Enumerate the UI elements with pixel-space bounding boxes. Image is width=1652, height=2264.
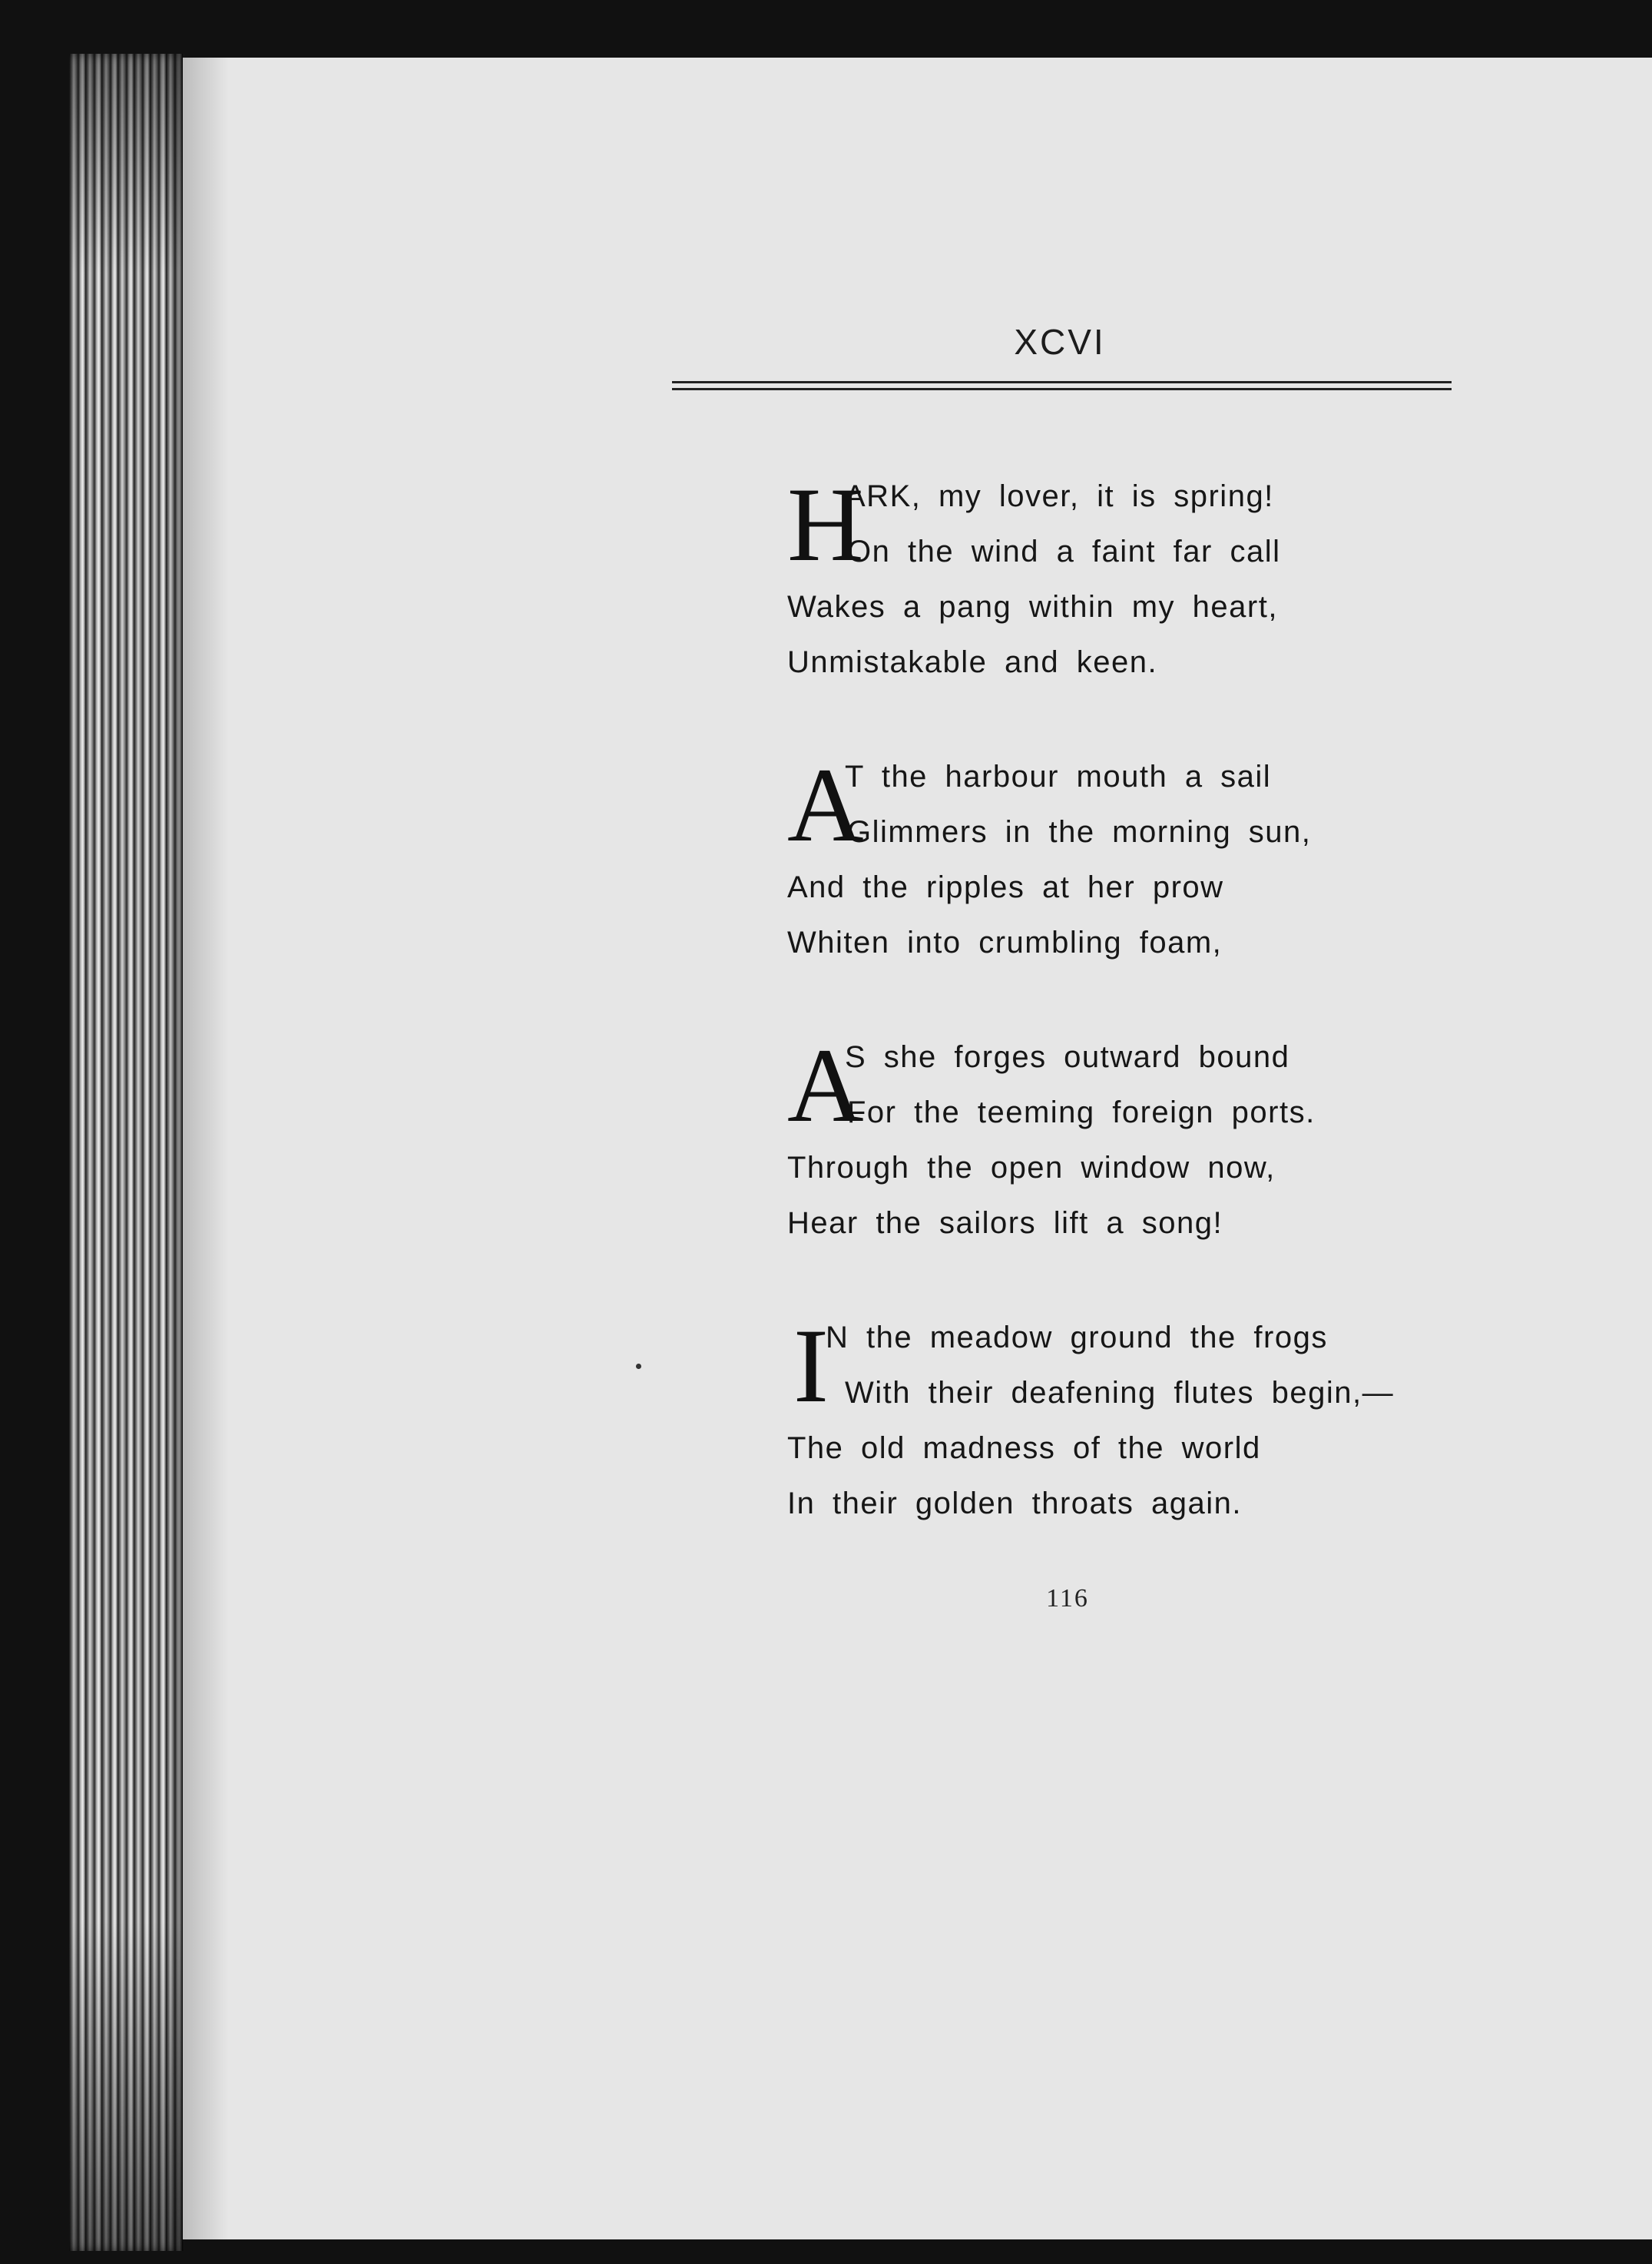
- heading-rule-bottom: [672, 388, 1452, 390]
- poem-line: For the teeming foreign ports.: [847, 1096, 1316, 1129]
- drop-cap: A: [787, 746, 864, 864]
- poem-line: Through the open window now,: [787, 1151, 1276, 1185]
- poem-line: Hear the sailors lift a song!: [787, 1206, 1223, 1240]
- poem-line: T the harbour mouth a sail: [845, 760, 1272, 794]
- stanza-2: [787, 746, 1312, 970]
- poem-line: On the wind a faint far call: [847, 535, 1281, 568]
- stanza-4: [787, 1307, 1395, 1531]
- poem-number-heading: XCVI: [1014, 322, 1106, 362]
- poem-line: The old madness of the world: [787, 1431, 1261, 1465]
- drop-cap: H: [787, 466, 864, 583]
- poem-line: In their golden throats again.: [787, 1487, 1243, 1520]
- poem-line: And the ripples at her prow: [787, 870, 1224, 904]
- book-page-edges: [69, 54, 184, 2251]
- drop-cap: I: [793, 1307, 829, 1424]
- page-number: 116: [1046, 1584, 1089, 1613]
- page-speck: [636, 1364, 641, 1369]
- poem-line: Wakes a pang within my heart,: [787, 590, 1278, 624]
- poem-line: Whiten into crumbling foam,: [787, 926, 1223, 960]
- poem-line: ARK, my lover, it is spring!: [845, 479, 1274, 513]
- stanza-1: [787, 466, 1281, 690]
- stanza-3: [787, 1026, 1316, 1251]
- heading-rule-top: [672, 381, 1452, 383]
- poem-line: S she forges outward bound: [845, 1040, 1290, 1074]
- poem-line: Glimmers in the morning sun,: [847, 815, 1312, 849]
- drop-cap: A: [787, 1026, 864, 1144]
- poem-line: With their deafening flutes begin,—: [845, 1376, 1395, 1410]
- poem-line: Unmistakable and keen.: [787, 645, 1158, 679]
- poem-line: N the meadow ground the frogs: [826, 1321, 1328, 1354]
